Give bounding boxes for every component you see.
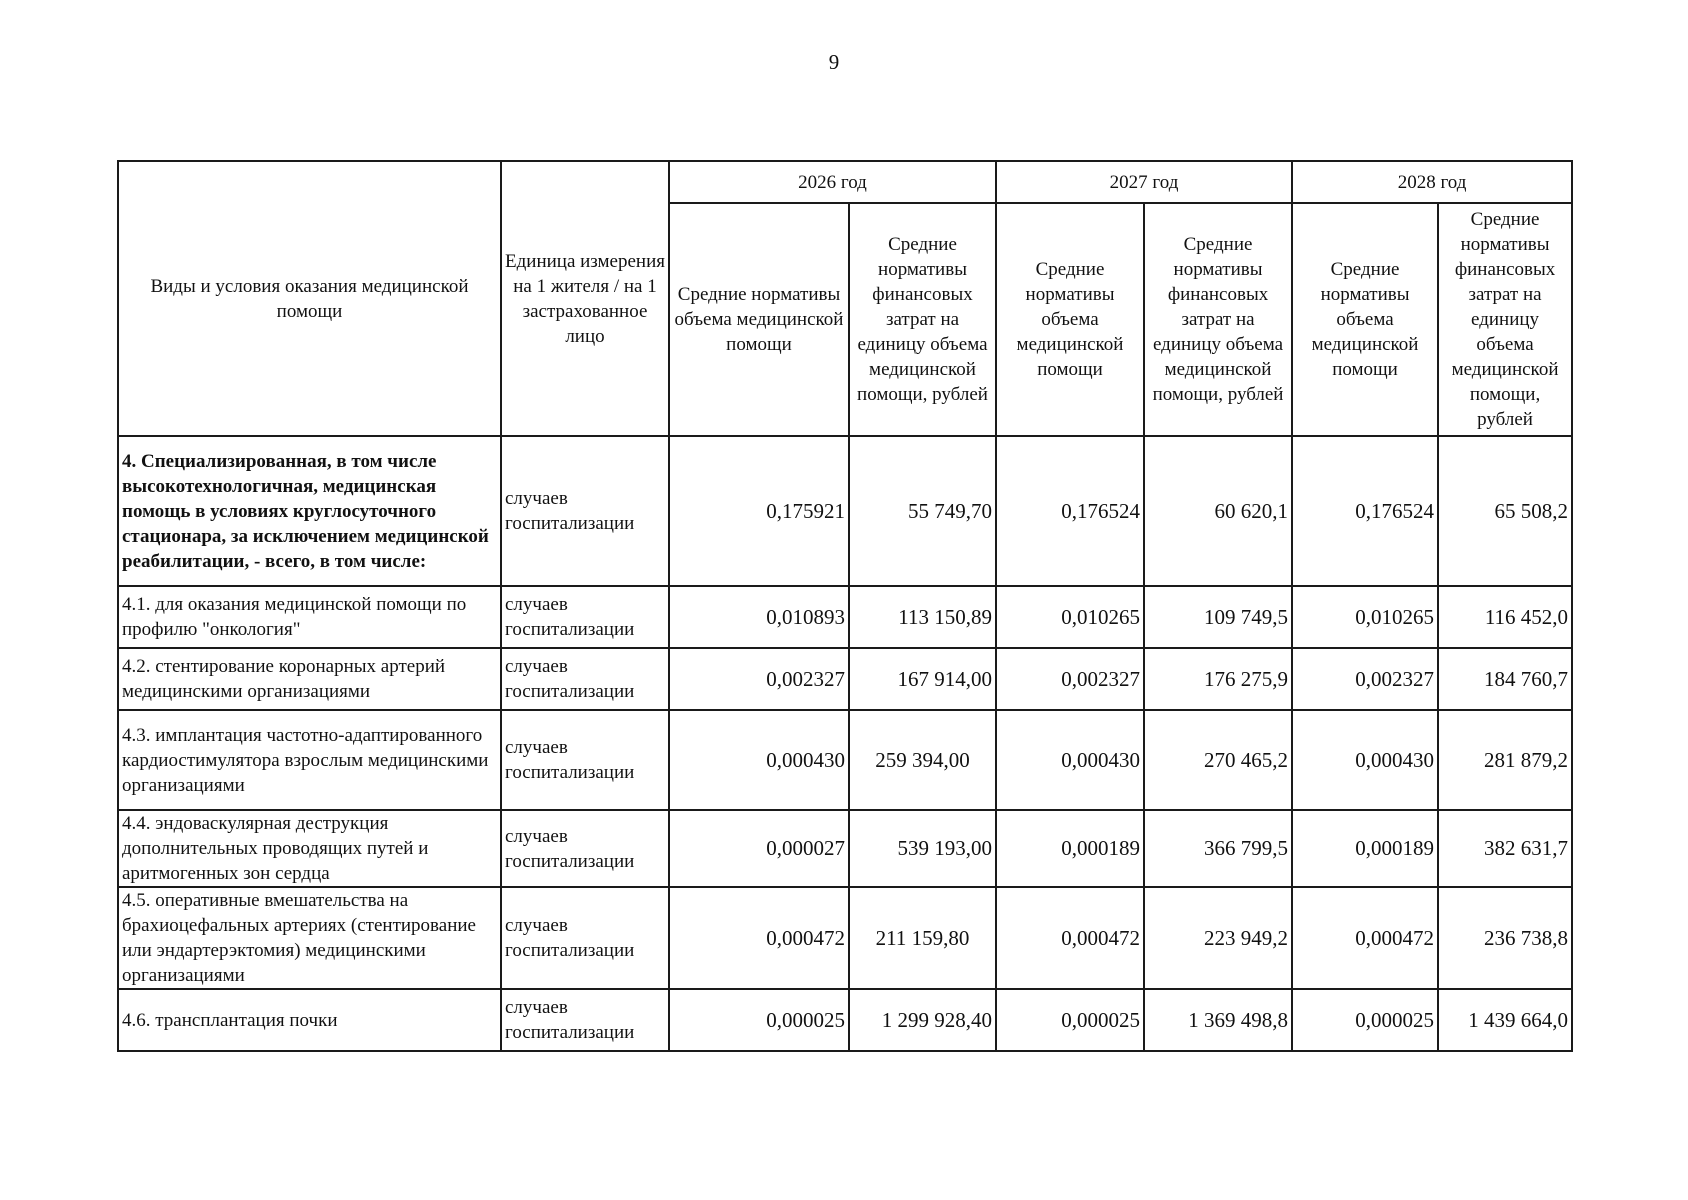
table-row (118, 710, 1572, 810)
volume-2028: 0,000025 (1292, 989, 1438, 1051)
cost-2028: 65 508,2 (1438, 436, 1572, 586)
cost-2026: 113 150,89 (849, 586, 996, 648)
cost-2027: 176 275,9 (1144, 648, 1292, 710)
row-unit: случаев госпитализации (501, 810, 669, 887)
cost-2028: 382 631,7 (1438, 810, 1572, 887)
volume-2028: 0,002327 (1292, 648, 1438, 710)
table-row (118, 436, 1572, 586)
row-name: 4.5. оперативные вмешательства на брахиоцефальных артериях (стентирование или эндартерэктомия) медицинскими организациями (118, 887, 501, 989)
table-row (118, 586, 1572, 648)
cost-2028: 184 760,7 (1438, 648, 1572, 710)
cost-2027: 1 369 498,8 (1144, 989, 1292, 1051)
volume-2027: 0,000189 (996, 810, 1144, 887)
header-volume-2027: Средние нормативы объема медицинской помощи (996, 203, 1144, 436)
norms-table (117, 160, 1573, 1052)
volume-2027: 0,000472 (996, 887, 1144, 989)
cost-2028: 1 439 664,0 (1438, 989, 1572, 1051)
cost-2026: 1 299 928,40 (849, 989, 996, 1051)
volume-2028: 0,176524 (1292, 436, 1438, 586)
row-name: 4.2. стентирование коронарных артерий медицинскими организациями (118, 648, 501, 710)
volume-2028: 0,000430 (1292, 710, 1438, 810)
volume-2027: 0,176524 (996, 436, 1144, 586)
row-unit: случаев госпитализации (501, 436, 669, 586)
volume-2026: 0,010893 (669, 586, 849, 648)
table-row (118, 648, 1572, 710)
volume-2026: 0,000472 (669, 887, 849, 989)
cost-2026: 539 193,00 (849, 810, 996, 887)
volume-2026: 0,000027 (669, 810, 849, 887)
header-volume-2028: Средние нормативы объема медицинской помощи (1292, 203, 1438, 436)
cost-2026: 211 159,80 (849, 887, 996, 989)
header-cost-2026: Средние нормативы финансовых затрат на единицу объема медицинской помощи, рублей (849, 203, 996, 436)
row-unit: случаев госпитализации (501, 586, 669, 648)
cost-2028: 236 738,8 (1438, 887, 1572, 989)
volume-2027: 0,000025 (996, 989, 1144, 1051)
volume-2028: 0,000472 (1292, 887, 1438, 989)
header-cost-2027: Средние нормативы финансовых затрат на единицу объема медицинской помощи, рублей (1144, 203, 1292, 436)
row-unit: случаев госпитализации (501, 989, 669, 1051)
cost-2028: 281 879,2 (1438, 710, 1572, 810)
header-kind: Виды и условия оказания медицинской помощи (118, 161, 501, 436)
volume-2028: 0,000189 (1292, 810, 1438, 887)
cost-2026: 55 749,70 (849, 436, 996, 586)
header-year-2027: 2027 год (996, 161, 1292, 203)
table-row (118, 810, 1572, 887)
row-name: 4.3. имплантация частотно-адаптированного кардиостимулятора взрослым медицинскими организациями (118, 710, 501, 810)
header-year-2028: 2028 год (1292, 161, 1572, 203)
row-name: 4. Специализированная, в том числе высокотехнологичная, медицинская помощь в условиях круглосуточного стационара, за исключением медицинской реабилитации, - всего, в том числе: (118, 436, 501, 586)
cost-2027: 366 799,5 (1144, 810, 1292, 887)
volume-2026: 0,000025 (669, 989, 849, 1051)
cost-2027: 223 949,2 (1144, 887, 1292, 989)
header-cost-2028: Средние нормативы финансовых затрат на единицу объема медицинской помощи, рублей (1438, 203, 1572, 436)
volume-2026: 0,000430 (669, 710, 849, 810)
row-name: 4.1. для оказания медицинской помощи по профилю "онкология" (118, 586, 501, 648)
row-name: 4.6. трансплантация почки (118, 989, 501, 1051)
header-unit: Единица измерения на 1 жителя / на 1 застрахованное лицо (501, 161, 669, 436)
volume-2027: 0,010265 (996, 586, 1144, 648)
header-year-2026: 2026 год (669, 161, 996, 203)
cost-2026: 259 394,00 (849, 710, 996, 810)
volume-2027: 0,000430 (996, 710, 1144, 810)
volume-2027: 0,002327 (996, 648, 1144, 710)
volume-2026: 0,002327 (669, 648, 849, 710)
row-unit: случаев госпитализации (501, 648, 669, 710)
volume-2026: 0,175921 (669, 436, 849, 586)
cost-2027: 60 620,1 (1144, 436, 1292, 586)
table-row (118, 989, 1572, 1051)
page-number: 9 (828, 50, 840, 74)
cost-2027: 270 465,2 (1144, 710, 1292, 810)
cost-2028: 116 452,0 (1438, 586, 1572, 648)
header-volume-2026: Средние нормативы объема медицинской помощи (669, 203, 849, 436)
row-unit: случаев госпитализации (501, 887, 669, 989)
table-row (118, 887, 1572, 989)
row-name: 4.4. эндоваскулярная деструкция дополнительных проводящих путей и аритмогенных зон сердца (118, 810, 501, 887)
row-unit: случаев госпитализации (501, 710, 669, 810)
volume-2028: 0,010265 (1292, 586, 1438, 648)
cost-2027: 109 749,5 (1144, 586, 1292, 648)
cost-2026: 167 914,00 (849, 648, 996, 710)
